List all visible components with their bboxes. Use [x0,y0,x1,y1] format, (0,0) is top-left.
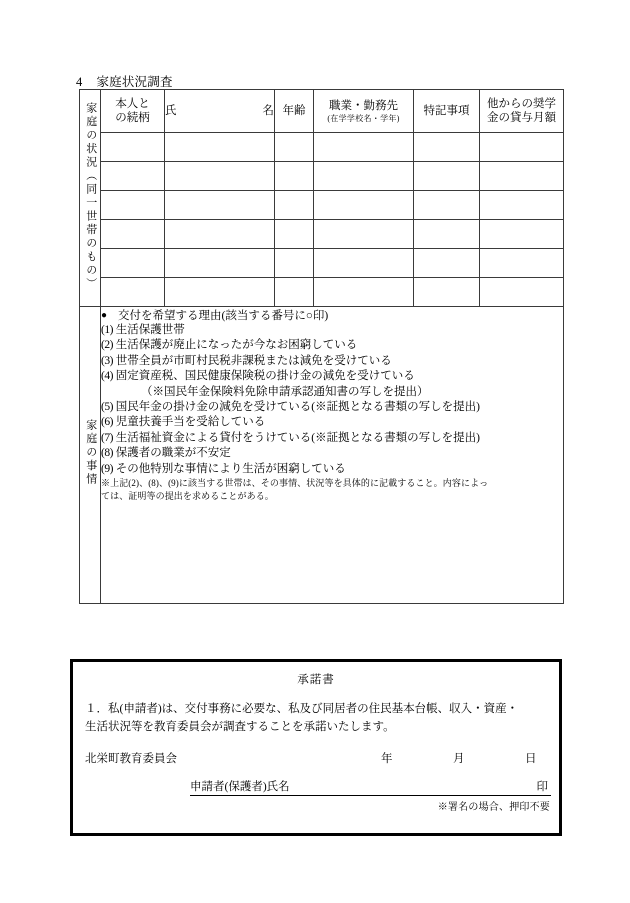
reason-index-1[interactable]: (1) [101,324,113,336]
blank-write-line[interactable] [101,563,563,583]
signature-label: 申請者(保護者)氏名 [190,781,290,793]
consent-clause-line2: 生活状況等を教育委員会が調査することを承諾いたします。 [85,720,395,733]
cell-remarks[interactable] [414,249,480,278]
blank-write-line[interactable] [101,503,563,523]
reason-text-8: 保護者の職業が不安定 [115,447,231,460]
consent-org-date-row [85,750,547,766]
cell-remarks[interactable] [414,162,480,191]
family-status-header-row [80,90,564,133]
reasons-table [101,307,563,603]
cell-remarks[interactable] [414,278,480,307]
cell-name[interactable] [165,191,275,220]
reason-item-7[interactable] [101,431,563,446]
reason-item-row[interactable] [101,323,563,338]
reason-index-5[interactable]: (5) [101,401,113,414]
cell-age[interactable] [275,249,314,278]
cell-remarks[interactable] [414,191,480,220]
reason-item-row[interactable] [101,338,563,353]
reason-text-3: 世帯全員が市町村民税非課税または減免を受けている [115,354,392,367]
cell-age[interactable] [275,278,314,307]
col-header-age: 年齢 [275,90,314,133]
table-row[interactable] [80,162,564,191]
stamp-label: 印 [536,781,548,793]
reason-index-7[interactable]: (7) [101,431,113,444]
reason-index-8[interactable]: (8) [101,447,113,460]
reason-index-3[interactable]: (3) [101,354,113,367]
cell-relationship[interactable] [101,133,165,162]
blank-write-row[interactable] [101,523,563,543]
cell-occupation[interactable] [314,220,414,249]
table-row[interactable] [80,249,564,278]
blank-write-row[interactable] [101,583,563,603]
reason-index-2[interactable]: (2) [101,339,113,352]
reason-index-6[interactable]: (6) [101,416,113,429]
reasons-header [101,307,563,323]
cell-age[interactable] [275,220,314,249]
consent-clause-line1: １．私(申請者)は、交付事務に必要な、私及び同居者の住民基本台帳、収入・資産・ [85,703,519,715]
cell-occupation[interactable] [314,133,414,162]
blank-write-line[interactable] [101,543,563,563]
reason-item-row[interactable] [101,446,563,461]
consent-clause [85,701,547,737]
cell-other-scholarship[interactable] [480,133,564,162]
reason-item-8[interactable] [101,446,563,461]
consent-box [70,659,562,836]
reason-text-4-continuation: （※国民年金保険料免除申請承認通知書の写しを提出） [141,385,429,398]
reason-item-row[interactable] [101,400,563,415]
reason-text-1: 生活保護世帯 [115,324,185,336]
col-header-name-surname: 氏 [165,104,177,117]
circumstances-side-label [80,307,101,604]
cell-relationship[interactable] [101,220,165,249]
reason-item-row[interactable] [101,462,563,477]
circumstances-row [80,307,564,604]
cell-occupation[interactable] [314,249,414,278]
reason-index-9[interactable]: (9) [101,462,113,475]
cell-name[interactable] [165,133,275,162]
reason-text-9: その他特別な事情により生活が困窮している [115,462,346,475]
family-status-side-label-text: 家庭の状況（同一世帯のもの） [84,101,97,291]
reasons-header-text: 交付を希望する理由(該当する番号に○印) [118,310,329,322]
reason-text-5: 国民年金の掛け金の減免を受けている(※証拠となる書類の写しを提出) [115,401,480,414]
cell-name[interactable] [165,220,275,249]
reason-item-5[interactable] [101,400,563,415]
cell-occupation[interactable] [314,162,414,191]
cell-name[interactable] [165,249,275,278]
family-status-side-label [80,90,101,307]
cell-age[interactable] [275,133,314,162]
cell-other-scholarship[interactable] [480,249,564,278]
date-day-field[interactable]: 日 [525,752,537,765]
col-header-occupation: 職業・勤務先 (在学学校名・学年) [314,90,414,133]
blank-write-row[interactable] [101,563,563,583]
blank-write-line[interactable] [101,523,563,543]
table-row[interactable] [80,278,564,307]
col-header-remarks: 特記事項 [414,90,480,133]
reason-item-3[interactable] [101,354,563,369]
cell-relationship[interactable] [101,249,165,278]
signature-area [190,778,551,813]
reason-text-7: 生活福祉資金による貸付をうけている(※証拠となる書類の写しを提出) [115,431,480,444]
cell-name[interactable] [165,278,275,307]
cell-relationship[interactable] [101,191,165,220]
page-title [76,72,173,90]
cell-remarks[interactable] [414,220,480,249]
reasons-header-row [101,307,563,323]
reasons-note [101,477,563,503]
family-survey-table [79,89,564,604]
reason-item-row[interactable] [101,369,563,400]
cell-relationship[interactable] [101,278,165,307]
reasons-note-row [101,477,563,503]
cell-name[interactable] [165,162,275,191]
date-year-field[interactable]: 年 [381,752,393,765]
table-row[interactable] [80,220,564,249]
cell-remarks[interactable] [414,133,480,162]
reason-text-4: 固定資産税、国民健康保険税の掛け金の減免を受けている [115,370,415,383]
reason-text-6: 児童扶養手当を受給している [115,416,266,429]
col-header-occupation-sub: (在学学校名・学年) [327,113,400,123]
cell-relationship[interactable] [101,162,165,191]
col-header-relationship: 本人と の続柄 [101,90,165,133]
cell-occupation[interactable] [314,191,414,220]
stamp-note: ※署名の場合、押印不要 [437,802,550,813]
cell-age[interactable] [275,162,314,191]
col-header-name-given: 名 [262,104,274,117]
reason-text-2: 生活保護が廃止になったが今なお困窮している [115,339,358,352]
circumstances-side-label-text: 家庭の事情 [84,419,97,487]
cell-age[interactable] [275,191,314,220]
table-row[interactable] [80,133,564,162]
cell-other-scholarship[interactable] [480,191,564,220]
cell-other-scholarship[interactable] [480,220,564,249]
blank-write-row[interactable] [101,503,563,523]
bullet-icon: ● [101,310,108,321]
table-row[interactable] [80,191,564,220]
reason-item-row[interactable] [101,431,563,446]
reason-item-row[interactable] [101,415,563,430]
reason-item-row[interactable] [101,354,563,369]
date-fields[interactable] [381,750,547,766]
reason-item-2[interactable] [101,338,563,353]
cell-other-scholarship[interactable] [480,162,564,191]
section-number: 4 [76,75,83,89]
reason-item-9[interactable] [101,462,563,477]
consent-title: 承諾書 [297,674,335,686]
blank-write-line[interactable] [101,583,563,603]
reason-item-4[interactable] [101,369,563,400]
reasons-note-line2: ては、証明等の提出を求めることがある。 [101,490,274,501]
section-title: 家庭状況調査 [96,75,173,89]
cell-occupation[interactable] [314,278,414,307]
signature-line[interactable] [190,778,551,796]
reason-item-1[interactable] [101,323,563,338]
reasons-note-line1: ※上記(2)、(8)、(9)に該当する世帯は、その事情、状況等を具体的に記載すること。内容によっ [101,478,489,489]
col-header-name [165,90,275,133]
col-header-other-scholarship: 他からの奨学 金の貸与月額 [480,90,564,133]
reason-item-6[interactable] [101,415,563,430]
reason-index-4[interactable]: (4) [101,370,113,383]
circumstances-cell [101,307,564,604]
cell-other-scholarship[interactable] [480,278,564,307]
blank-write-row[interactable] [101,543,563,563]
date-month-field[interactable]: 月 [453,752,465,765]
consent-organization: 北栄町教育委員会 [85,752,177,765]
